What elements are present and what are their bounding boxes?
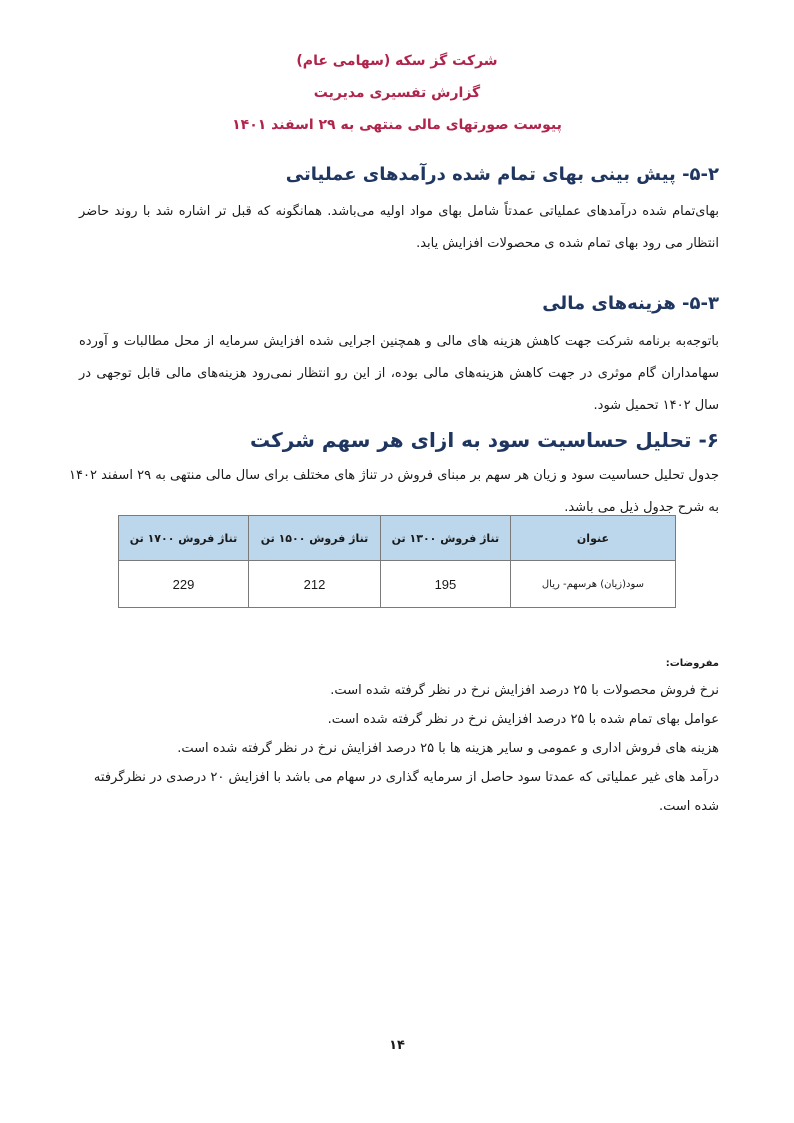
report-title: گزارش تفسیری مدیریت: [313, 85, 481, 101]
table-header-cell: تناژ فروش ۱۵۰۰ تن: [249, 516, 381, 561]
section-title-sensitivity: ۶- تحلیل حساسیت سود به ازای هر سهم شرکت: [249, 428, 719, 452]
section-text-cost-forecast: بهای‌تمام شده درآمدهای عملیاتی عمدتاً شامل بهای مواد اولیه می‌باشد. همانگونه که قبل تر اشاره شد با روند حاضر انتظار می رود بهای تمام شده ی محصولات افزایش یابد.: [79, 204, 719, 251]
list-item: درآمد های غیر عملیاتی که عمدتا سود حاصل از سرمایه گذاری در سهام می باشد با افزایش ۲۰ درصدی در نظرگرفته شده است.: [93, 770, 719, 814]
list-item: عوامل بهای تمام شده با ۲۵ درصد افزایش نرخ در نظر گرفته شده است.: [327, 712, 719, 727]
table-header-cell: عنوان: [510, 516, 675, 561]
section-text-sensitivity: جدول تحلیل حساسیت سود و زیان هر سهم بر مبنای فروش در تناژ های مختلف برای سال مالی منتهی به ۲۹ اسفند ۱۴۰۲ به شرح جدول ذیل می باشد.: [69, 468, 720, 515]
table-header-row: [119, 516, 676, 561]
table-cell: 195: [380, 561, 510, 608]
assumptions-title: مفروضات:: [665, 658, 719, 669]
assumptions-list: [69, 676, 719, 821]
report-subtitle: پیوست صورتهای مالی منتهی به ۲۹ اسفند ۱۴۰۱: [232, 117, 562, 133]
table-header-cell: تناژ فروش ۱۷۰۰ تن: [119, 516, 249, 561]
section-title-financial-costs: ۵-۳- هزینه‌های مالی: [542, 293, 719, 314]
table-cell: 229: [119, 561, 249, 608]
table-row: [119, 561, 676, 608]
table-cell: سود(زیان) هرسهم- ریال: [510, 561, 675, 608]
company-name: شرکت گز سکه (سهامی عام): [296, 53, 498, 69]
table-cell: 212: [249, 561, 381, 608]
list-item: نرخ فروش محصولات با ۲۵ درصد افزایش نرخ در نظر گرفته شده است.: [330, 683, 719, 698]
table-header-cell: تناژ فروش ۱۳۰۰ تن: [380, 516, 510, 561]
section-title-cost-forecast: ۵-۲- پیش بینی بهای تمام شده درآمدهای عملیاتی: [285, 164, 719, 185]
sensitivity-table: [118, 515, 676, 608]
list-item: هزینه های فروش اداری و عمومی و سایر هزینه ها با ۲۵ درصد افزایش نرخ در نظر گرفته شده است.: [177, 741, 719, 756]
page-number: ۱۴: [389, 1038, 405, 1053]
section-text-financial-costs: باتوجه‌به برنامه شرکت جهت کاهش هزینه های مالی و همچنین اجرایی شده افزایش سرمایه از محل مطالبات و آورده سهامداران گام موثری در جهت کاهش هزینه‌های مالی بوده، از این رو انتظار نمی‌رود هزینه‌های مالی قابل توجهی در سال ۱۴۰۲ تحمیل شود.: [79, 334, 719, 413]
